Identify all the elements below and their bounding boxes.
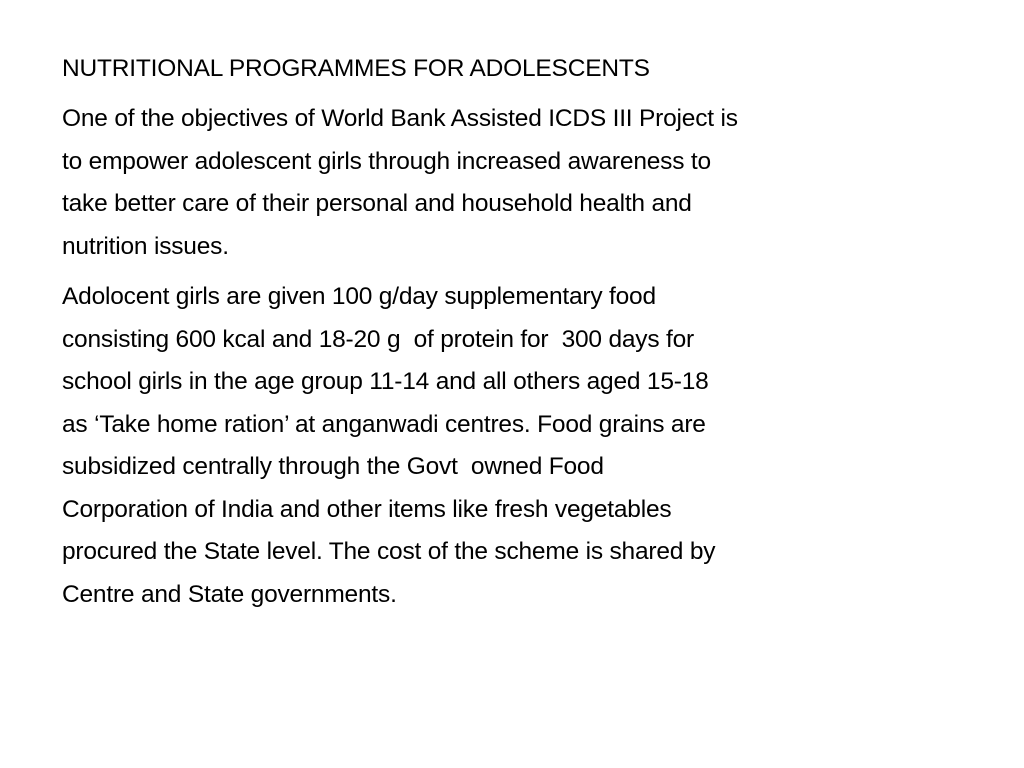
paragraph-line: Corporation of India and other items like fresh vegetables: [62, 495, 672, 523]
paragraph-line: to empower adolescent girls through increased awareness to: [62, 147, 711, 175]
paragraph-line: subsidized centrally through the Govt owned Food: [62, 453, 604, 480]
paragraph-line: nutrition issues.: [62, 232, 229, 260]
paragraph-line: Centre and State governments.: [62, 580, 397, 608]
paragraph-objectives: [62, 98, 962, 268]
paragraph-line: consisting 600 kcal and 18-20 g of protein for 300 days for: [62, 325, 695, 353]
paragraph-line: school girls in the age group 11-14 and all others aged 15-18: [62, 368, 709, 395]
paragraph-line: procured the State level. The cost of the scheme is shared by: [62, 538, 716, 565]
paragraph-line: as ‘Take home ration’ at anganwadi centres. Food grains are: [62, 410, 706, 438]
paragraph-line: One of the objectives of World Bank Assisted ICDS III Project is: [62, 105, 738, 132]
slide-content: [62, 52, 962, 624]
paragraph-supplementary-food: [62, 276, 962, 616]
paragraph-line: take better care of their personal and household health and: [62, 190, 692, 217]
paragraph-line: Adolocent girls are given 100 g/day supplementary food: [62, 283, 656, 310]
slide-title: NUTRITIONAL PROGRAMMES FOR ADOLESCENTS: [62, 55, 650, 82]
